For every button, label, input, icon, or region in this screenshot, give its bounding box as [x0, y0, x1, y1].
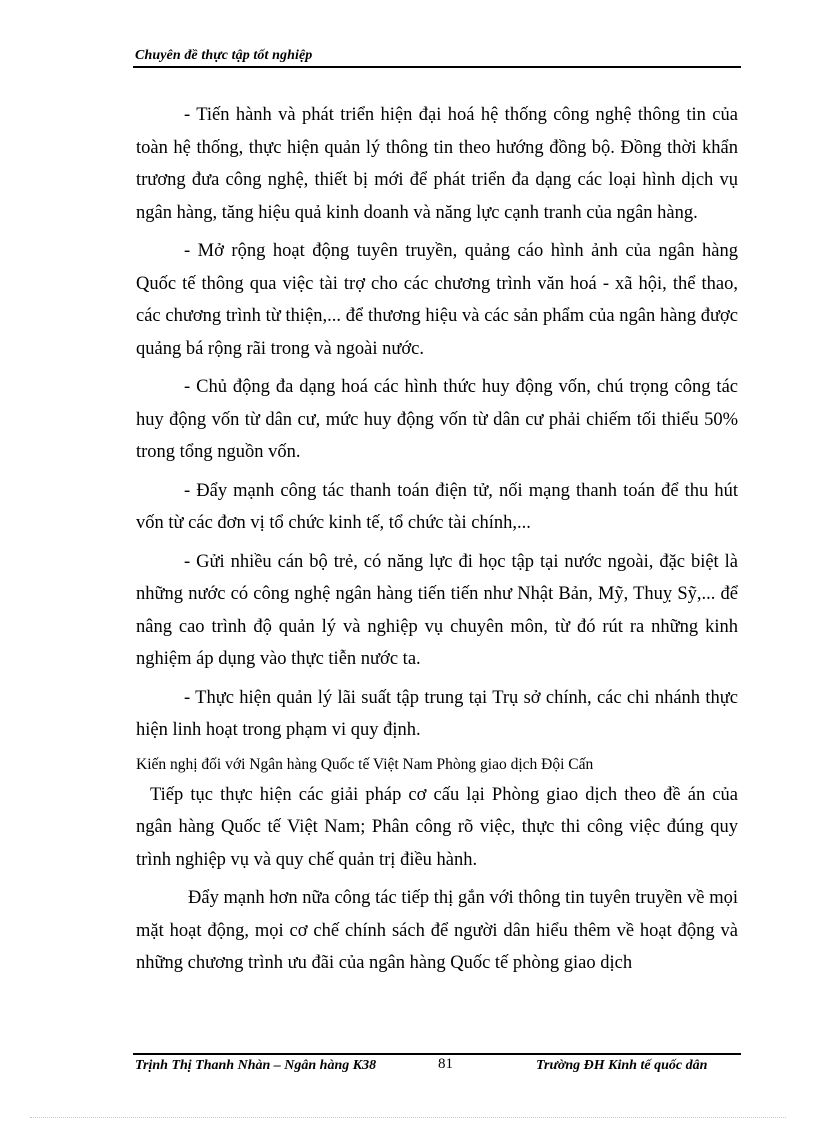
- paragraph: - Thực hiện quản lý lãi suất tập trung tại Trụ sở chính, các chi nhánh thực hiện linh hoạt trong phạm vi quy định.: [136, 687, 738, 740]
- page-number: 81: [438, 1056, 453, 1072]
- paragraph: - Mở rộng hoạt động tuyên truyền, quảng cáo hình ảnh của ngân hàng Quốc tế thông qua việc tài trợ cho các chương trình văn hoá - xã hội, thể thao, các chương trình từ thiện,... để thương hiệu và các sản phẩm của ngân hàng được quảng bá rộng rãi trong và ngoài nước.: [136, 241, 738, 359]
- footer-divider: [133, 1053, 741, 1055]
- page-edge-divider: [30, 1117, 786, 1118]
- paragraph: - Đẩy mạnh công tác thanh toán điện tử, nối mạng thanh toán để thu hút vốn từ các đơn vị tổ chức kinh tế, tổ chức tài chính,...: [136, 480, 738, 533]
- paragraph: - Tiến hành và phát triển hiện đại hoá hệ thống công nghệ thông tin của toàn hệ thống, thực hiện quản lý thông tin theo hướng đồng bộ. Đồng thời khẩn trương đưa công nghệ, thiết bị mới để phát triển đa dạng các loại hình dịch vụ ngân hàng, tăng hiệu quả kinh doanh và năng lực cạnh tranh của ngân hàng.: [136, 105, 738, 223]
- paragraph: Đẩy mạnh hơn nữa công tác tiếp thị gắn với thông tin tuyên truyền về mọi mặt hoạt động, mọi cơ chế chính sách để người dân hiểu thêm về hoạt động và những chương trình ưu đãi của ngân hàng Quốc tế phòng giao dịch: [136, 888, 738, 973]
- section-subheading: Kiến nghị đối với Ngân hàng Quốc tế Việt Nam Phòng giao dịch Đội Cấn: [136, 755, 594, 773]
- paragraph: - Chủ động đa dạng hoá các hình thức huy động vốn, chú trọng công tác huy động vốn từ dân cư, mức huy động vốn từ dân cư phải chiếm tối thiểu 50% trong tổng nguồn vốn.: [136, 377, 738, 462]
- document-body: [136, 99, 738, 986]
- header-divider: [133, 66, 741, 68]
- header-title: Chuyên đề thực tập tốt nghiệp: [135, 48, 313, 63]
- footer-author: Trịnh Thị Thanh Nhàn – Ngân hàng K38: [135, 1058, 377, 1073]
- paragraph: - Gửi nhiều cán bộ trẻ, có năng lực đi học tập tại nước ngoài, đặc biệt là những nước có công nghệ ngân hàng tiến tiến như Nhật Bản, Mỹ, Thuỵ Sỹ,... để nâng cao trình độ quản lý và nghiệp vụ chuyên môn, từ đó rút ra những kinh nghiệm áp dụng vào thực tiễn nước ta.: [136, 551, 738, 669]
- footer-school: Trường ĐH Kinh tế quốc dân: [536, 1058, 708, 1073]
- paragraph: Tiếp tục thực hiện các giải pháp cơ cấu lại Phòng giao dịch theo đề án của ngân hàng Quốc tế Việt Nam; Phân công rõ việc, thực thi công việc đúng quy trình nghiệp vụ và quy chế quản trị điều hành.: [136, 784, 738, 870]
